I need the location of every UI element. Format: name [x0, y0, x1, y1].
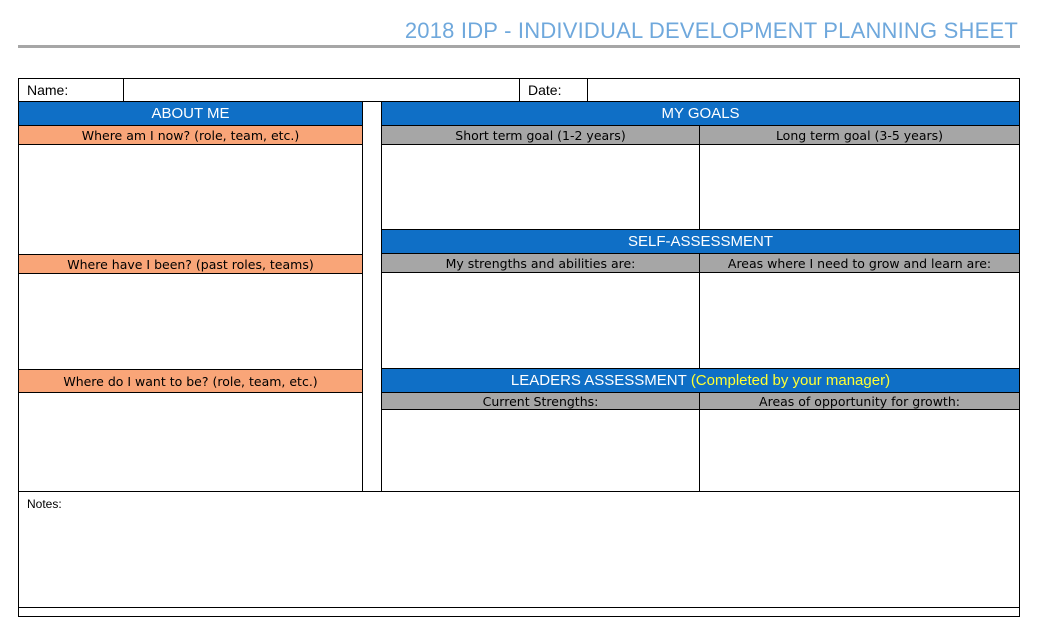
short-term-goal-label: Short term goal (1-2 years) — [381, 125, 700, 145]
where-now-field[interactable] — [18, 144, 363, 255]
current-strengths-label: Current Strengths: — [381, 392, 700, 410]
grow-areas-field[interactable] — [699, 272, 1020, 369]
title-divider — [18, 45, 1020, 48]
date-field[interactable] — [587, 78, 1020, 102]
about-me-heading: ABOUT ME — [18, 101, 363, 126]
name-field[interactable] — [123, 78, 520, 102]
where-want-label: Where do I want to be? (role, team, etc.) — [18, 369, 363, 393]
strengths-label: My strengths and abilities are: — [381, 253, 700, 273]
bottom-row — [18, 607, 1020, 617]
page-title: 2018 IDP - INDIVIDUAL DEVELOPMENT PLANNING SHEET — [404, 18, 1018, 43]
long-term-goal-field[interactable] — [699, 144, 1020, 230]
manager-note: (Completed by your manager) — [690, 372, 891, 389]
my-goals-heading: MY GOALS — [381, 101, 1020, 126]
self-assessment-heading: SELF-ASSESSMENT — [381, 229, 1020, 254]
current-strengths-field[interactable] — [381, 409, 700, 492]
column-spacer — [362, 101, 382, 492]
leaders-assessment-heading — [381, 368, 1020, 393]
date-label: Date: — [519, 78, 588, 102]
leaders-assessment-title: LEADERS ASSESSMENT — [510, 372, 687, 389]
where-want-field[interactable] — [18, 392, 363, 492]
notes-field[interactable] — [18, 491, 1020, 608]
strengths-field[interactable] — [381, 272, 700, 369]
where-been-label: Where have I been? (past roles, teams) — [18, 254, 363, 274]
notes-label: Notes: — [27, 497, 62, 511]
opportunity-field[interactable] — [699, 409, 1020, 492]
opportunity-label: Areas of opportunity for growth: — [699, 392, 1020, 410]
where-been-field[interactable] — [18, 273, 363, 370]
where-now-label: Where am I now? (role, team, etc.) — [18, 125, 363, 145]
long-term-goal-label: Long term goal (3-5 years) — [699, 125, 1020, 145]
name-label: Name: — [18, 78, 124, 102]
short-term-goal-field[interactable] — [381, 144, 700, 230]
grow-areas-label: Areas where I need to grow and learn are: — [699, 253, 1020, 273]
